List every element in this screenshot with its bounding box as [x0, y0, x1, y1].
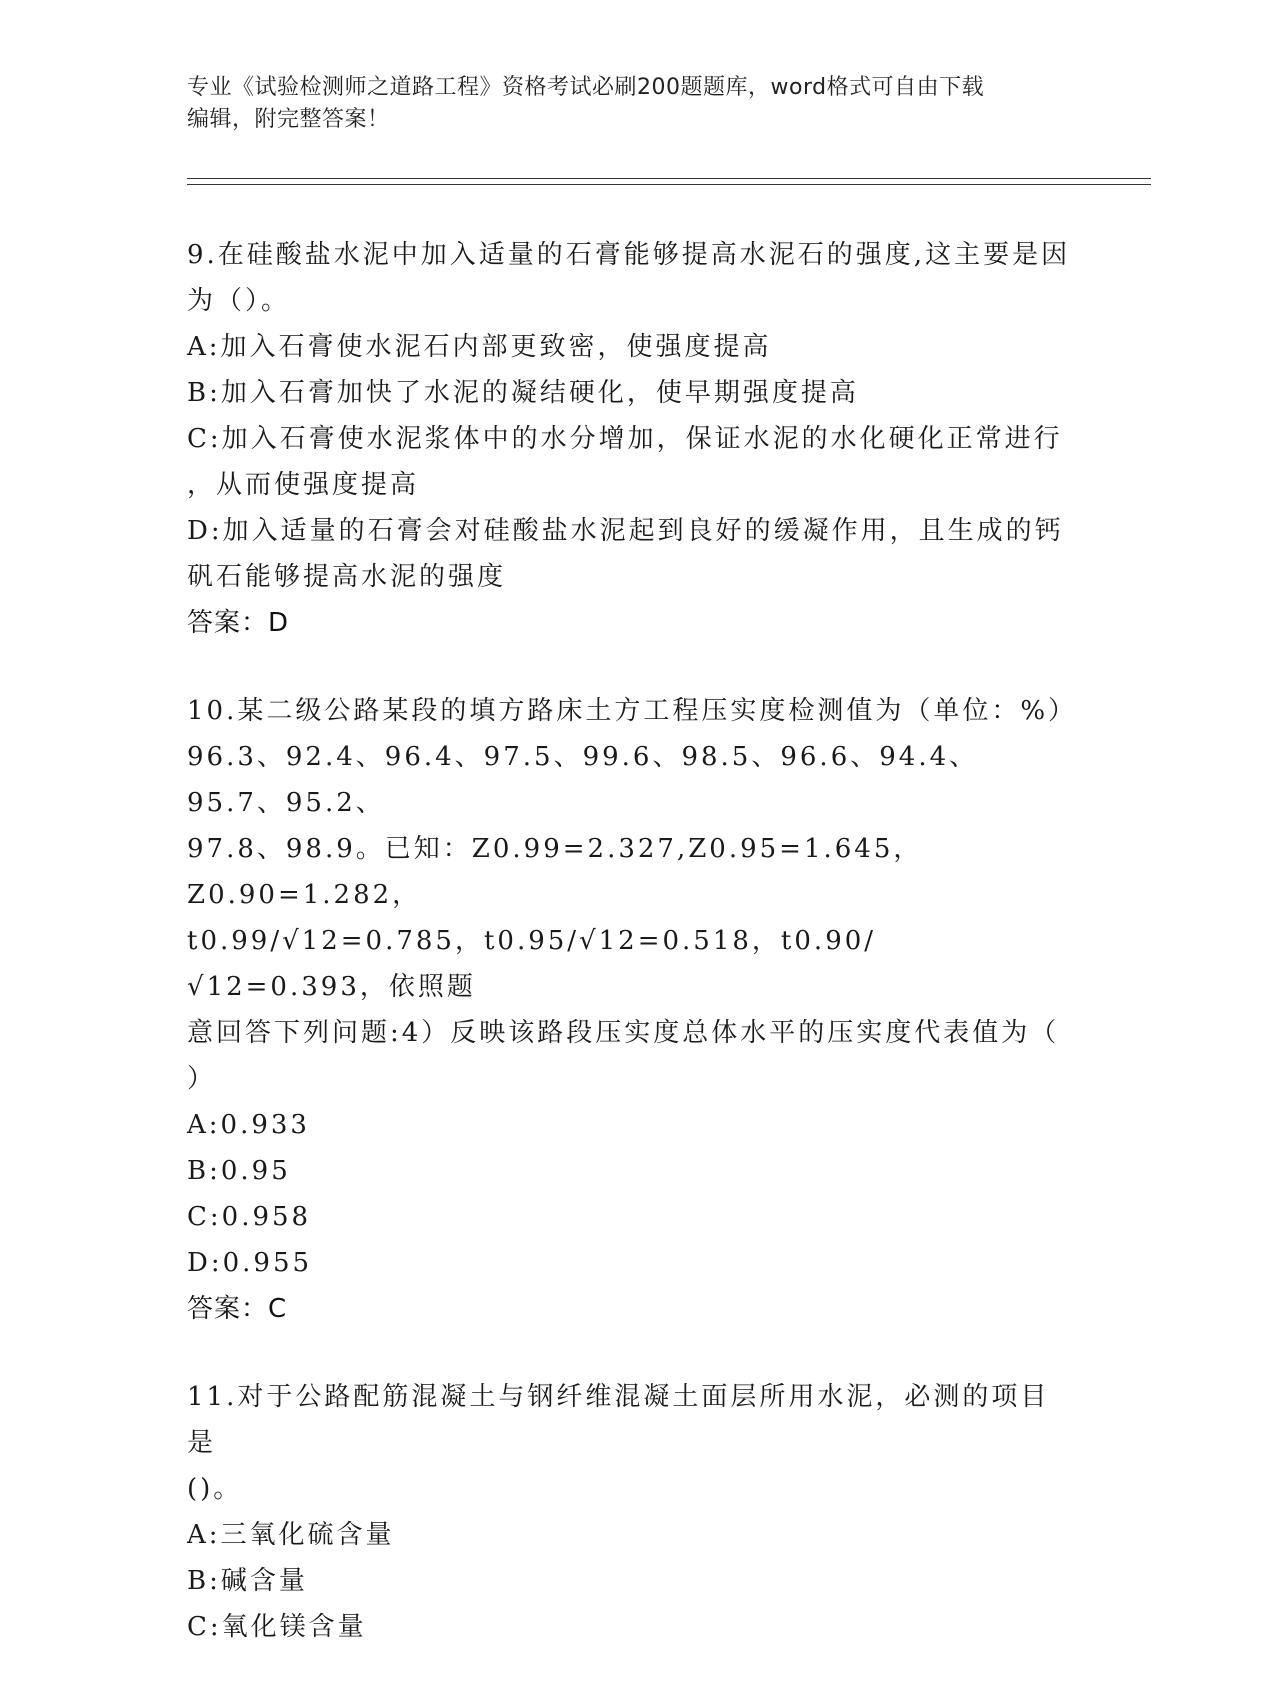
option-b: [187, 1558, 1077, 1604]
option-line: C:氧化镁含量: [187, 1612, 367, 1642]
question-list: [187, 232, 1077, 1692]
stem-line: t0.99/√12=0.785，t0.95/√12=0.518，t0.90/√12=0.393，依照题: [187, 926, 877, 1002]
option-line: B:碱含量: [187, 1566, 308, 1596]
option-line: A:加入石膏使水泥石内部更致密，使强度提高: [187, 332, 772, 362]
option-d: [187, 508, 1077, 600]
question-stem: [187, 232, 1077, 324]
stem-line: 为（）。: [187, 286, 291, 316]
option-line: B:0.95: [187, 1156, 291, 1186]
option-a: [187, 324, 1077, 370]
stem-line: 9.在硅酸盐水泥中加入适量的石膏能够提高水泥石的强度,这主要是因: [187, 240, 1071, 270]
option-line: C:0.958: [187, 1202, 312, 1232]
header-line-2: 编辑，附完整答案！: [187, 107, 390, 132]
option-c: [187, 416, 1077, 508]
option-b: [187, 370, 1077, 416]
header-divider: [187, 178, 1151, 185]
stem-line: 10.某二级公路某段的填方路床土方工程压实度检测值为（单位：%）: [187, 696, 1078, 726]
stem-line: 11.对于公路配筋混凝土与钢纤维混凝土面层所用水泥，必测的项目是: [187, 1382, 1050, 1458]
option-b: [187, 1148, 1077, 1194]
option-line: D:0.955: [187, 1248, 313, 1278]
option-line: B:加入石膏加快了水泥的凝结硬化，使早期强度提高: [187, 378, 859, 408]
option-line: C:加入石膏使水泥浆体中的水分增加，保证水泥的水化硬化正常进行: [187, 424, 1063, 454]
option-a: [187, 1512, 1077, 1558]
stem-line: 97.8、98.9。已知：Z0.99=2.327,Z0.95=1.645，Z0.90=1.282，: [187, 834, 923, 910]
question-item: [187, 1374, 1077, 1650]
question-stem: [187, 688, 1077, 1102]
answer-label: 答案：D: [187, 608, 290, 638]
option-line: 矾石能够提高水泥的强度: [187, 562, 507, 592]
question-item: [187, 232, 1077, 646]
stem-line: 96.3、92.4、96.4、97.5、99.6、98.5、96.6、94.4、95.7、95.2、: [187, 742, 979, 818]
option-line: A:0.933: [187, 1110, 310, 1140]
option-line: ，从而使强度提高: [187, 470, 420, 500]
answer-label: 答案：C: [187, 1294, 288, 1324]
option-c: [187, 1194, 1077, 1240]
stem-line: ）: [187, 1064, 217, 1094]
document-header: [187, 72, 1067, 136]
option-line: D:加入适量的石膏会对硅酸盐水泥起到良好的缓凝作用，且生成的钙: [187, 516, 1064, 546]
option-line: A:三氧化硫含量: [187, 1520, 395, 1550]
header-line-1: 专业《试验检测师之道路工程》资格考试必刷200题题库，word格式可自由下载: [187, 75, 985, 100]
question-item: [187, 688, 1077, 1332]
option-c: [187, 1604, 1077, 1650]
question-stem: [187, 1374, 1077, 1512]
stem-line: 意回答下列问题:4）反映该路段压实度总体水平的压实度代表值为（: [187, 1018, 1060, 1048]
stem-line: ()。: [187, 1474, 243, 1504]
option-a: [187, 1102, 1077, 1148]
option-d: [187, 1240, 1077, 1286]
